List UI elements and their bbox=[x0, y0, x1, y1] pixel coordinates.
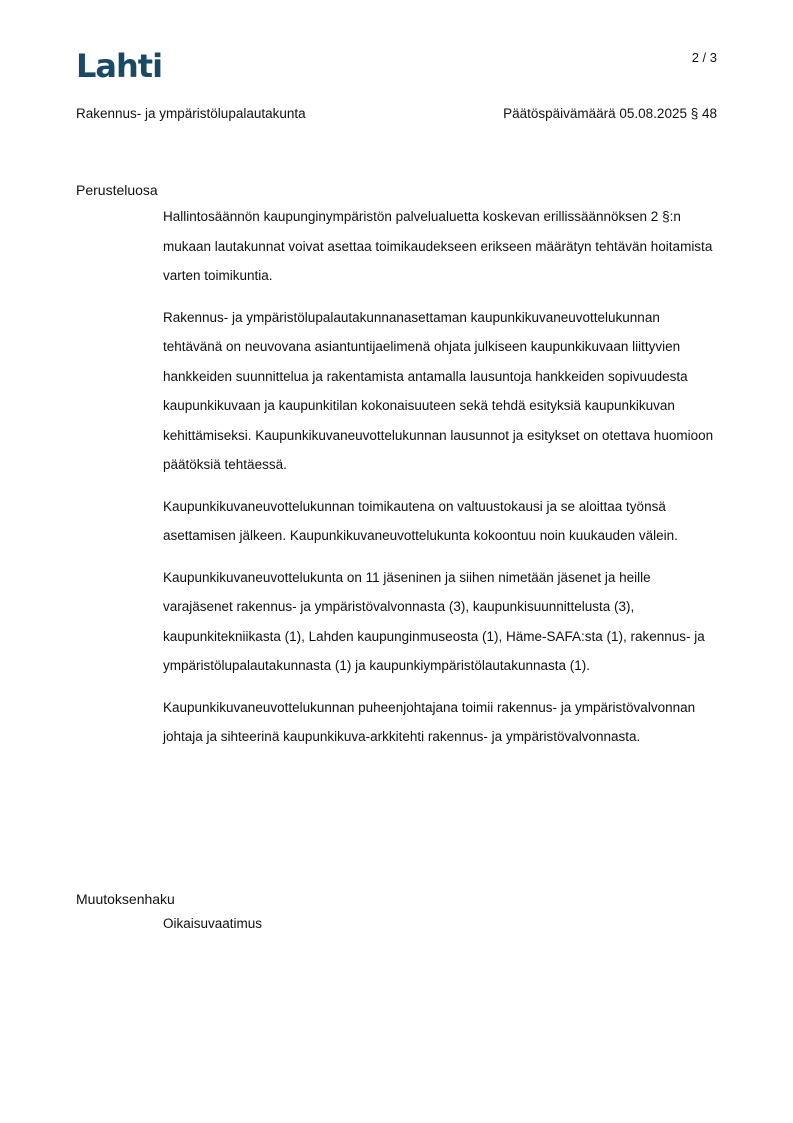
paragraph: Hallintosäännön kaupunginympäristön palvelualuetta koskevan erillissäännöksen 2 §:n mukaan lautakunnat voivat asettaa toimikaudekseen erikseen määrätyn tehtävän hoitamista varten toimikuntia. bbox=[163, 209, 713, 283]
paragraph: Kaupunkikuvaneuvottelukunnan toimikautena on valtuustokausi ja se aloittaa työnsä asettamisen jälkeen. Kaupunkikuvaneuvottelukunta kokoontuu noin kuukauden välein. bbox=[163, 498, 678, 543]
lahti-logo-mark bbox=[76, 47, 168, 81]
paragraph: Kaupunkikuvaneuvottelukunnan puheenjohtajana toimii rakennus- ja ympäristövalvonnan johtaja ja sihteerinä kaupunkikuva-arkkitehti rakennus- ja ympäristövalvonnasta. bbox=[163, 699, 696, 744]
lahti-logo bbox=[76, 47, 168, 81]
paragraph: Kaupunkikuvaneuvottelukunta on 11 jäseninen ja siihen nimetään jäsenet ja heille varajäsenet rakennus- ja ympäristövalvonnasta (3), kaupunkisuunnittelusta (3), kaupunkitekniikasta (1), Lahden kaupunginmuseosta (1), Häme-SAFA:sta (1), rakennus- ja ympäristölupalautakunnasta (1) ja kaupunkiympäristölautakunnasta (1). bbox=[163, 569, 705, 673]
document-header bbox=[76, 106, 717, 121]
section-body-perusteluosa bbox=[163, 202, 717, 764]
section-body-muutoksenhaku: Oikaisuvaatimus bbox=[163, 916, 263, 931]
section-heading-muutoksenhaku: Muutoksenhaku bbox=[76, 891, 175, 907]
committee-name: Rakennus- ja ympäristölupalautakunta bbox=[76, 106, 306, 121]
page-number: 2 / 3 bbox=[691, 50, 717, 65]
paragraph: Rakennus- ja ympäristölupalautakunnanasettaman kaupunkikuvaneuvottelukunnan tehtävänä on neuvovana asiantuntijaelimenä ohjata julkiseen kaupunkikuvaan liittyvien hankkeiden suunnittelua ja rakentamista antamalla lausuntoja hankkeiden sopivuudesta kaupunkikuvaan ja kaupunkitilan kokonaisuuteen sekä tehdä esityksiä kaupunkikuvan kehittämiseksi. Kaupunkikuvaneuvottelukunnan lausunnot ja esitykset on otettava huomioon päätöksiä tehtäessä. bbox=[163, 309, 714, 472]
section-heading-perusteluosa: Perusteluosa bbox=[76, 182, 158, 198]
decision-date: Päätöspäivämäärä 05.08.2025 § 48 bbox=[503, 106, 717, 121]
svg-text:Lahti: Lahti bbox=[76, 47, 163, 81]
